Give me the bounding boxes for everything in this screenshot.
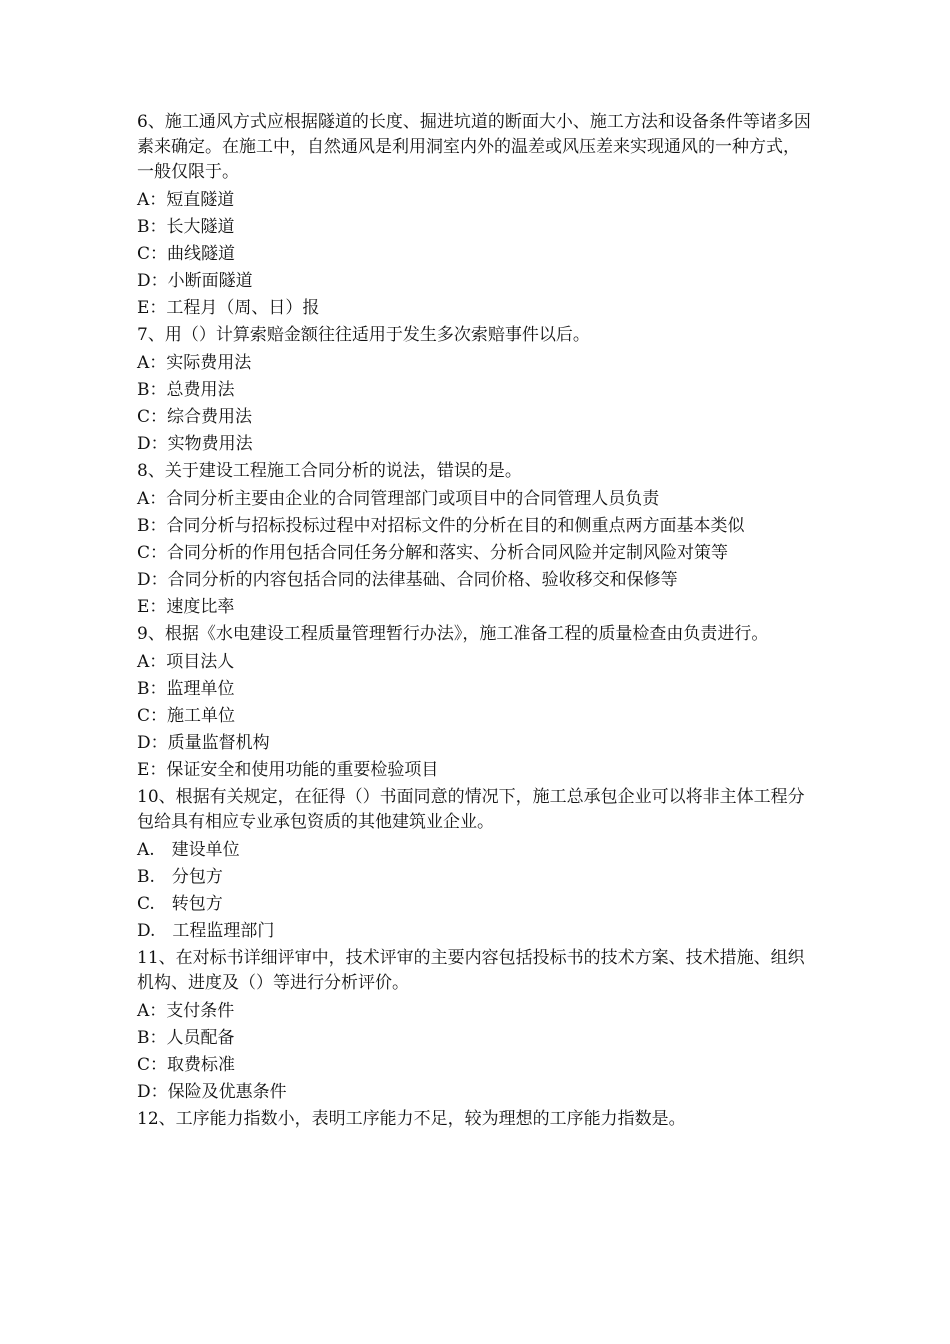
question-10 [137, 785, 813, 835]
option-e: E：保证安全和使用功能的重要检验项目 [137, 760, 439, 780]
option-b: B：总费用法 [137, 380, 235, 400]
option-b: B：人员配备 [137, 1028, 235, 1048]
option-e: E：速度比率 [137, 597, 235, 617]
option-d: D：合同分析的内容包括合同的法律基础、合同价格、验收移交和保修等 [137, 570, 678, 590]
option-c: C. 转包方 [137, 894, 223, 914]
question-stem: 6、施工通风方式应根据隧道的长度、掘进坑道的断面大小、施工方法和设备条件等诸多因素来确定。在施工中，自然通风是利用洞室内外的温差或风压差来实现通风的一种方式，一般仅限于。 [137, 112, 811, 182]
option-b: B：合同分析与招标投标过程中对招标文件的分析在目的和侧重点两方面基本类似 [137, 516, 745, 536]
option-c: C：施工单位 [137, 706, 236, 726]
question-8 [137, 459, 813, 484]
question-stem: 11、在对标书详细评审中，技术评审的主要内容包括投标书的技术方案、技术措施、组织机构、进度及（）等进行分析评价。 [137, 948, 805, 993]
option-d: D：保险及优惠条件 [137, 1082, 287, 1102]
option-a: A：合同分析主要由企业的合同管理部门或项目中的合同管理人员负责 [137, 489, 660, 509]
question-stem: 7、用（）计算索赔金额往往适用于发生多次索赔事件以后。 [137, 325, 590, 345]
question-7 [137, 323, 813, 348]
question-6 [137, 110, 813, 185]
option-c: C：综合费用法 [137, 407, 253, 427]
option-d: D：质量监督机构 [137, 733, 270, 753]
question-stem: 12、工序能力指数小，表明工序能力不足，较为理想的工序能力指数是。 [137, 1109, 686, 1129]
option-c: C：合同分析的作用包括合同任务分解和落实、分析合同风险并定制风险对策等 [137, 543, 729, 563]
option-b: B：长大隧道 [137, 217, 235, 237]
option-c: C：取费标准 [137, 1055, 236, 1075]
option-d: D：小断面隧道 [137, 271, 253, 291]
question-11 [137, 946, 813, 996]
question-stem: 10、根据有关规定，在征得（）书面同意的情况下，施工总承包企业可以将非主体工程分包给具有相应专业承包资质的其他建筑业企业。 [137, 787, 805, 832]
option-a: A. 建设单位 [137, 840, 240, 860]
question-stem: 9、根据《水电建设工程质量管理暂行办法》，施工准备工程的质量检查由负责进行。 [137, 624, 769, 644]
question-12 [137, 1107, 813, 1132]
option-a: A：项目法人 [137, 652, 235, 672]
option-a: A：支付条件 [137, 1001, 235, 1021]
option-c: C：曲线隧道 [137, 244, 236, 264]
option-b: B. 分包方 [137, 867, 223, 887]
option-d: D：实物费用法 [137, 434, 253, 454]
option-e: E：工程月（周、日）报 [137, 298, 320, 318]
option-d: D. 工程监理部门 [137, 921, 275, 941]
question-9 [137, 622, 813, 647]
question-stem: 8、关于建设工程施工合同分析的说法，错误的是。 [137, 461, 522, 481]
document-page [137, 110, 813, 1135]
option-b: B：监理单位 [137, 679, 235, 699]
option-a: A：短直隧道 [137, 190, 235, 210]
option-a: A：实际费用法 [137, 353, 252, 373]
